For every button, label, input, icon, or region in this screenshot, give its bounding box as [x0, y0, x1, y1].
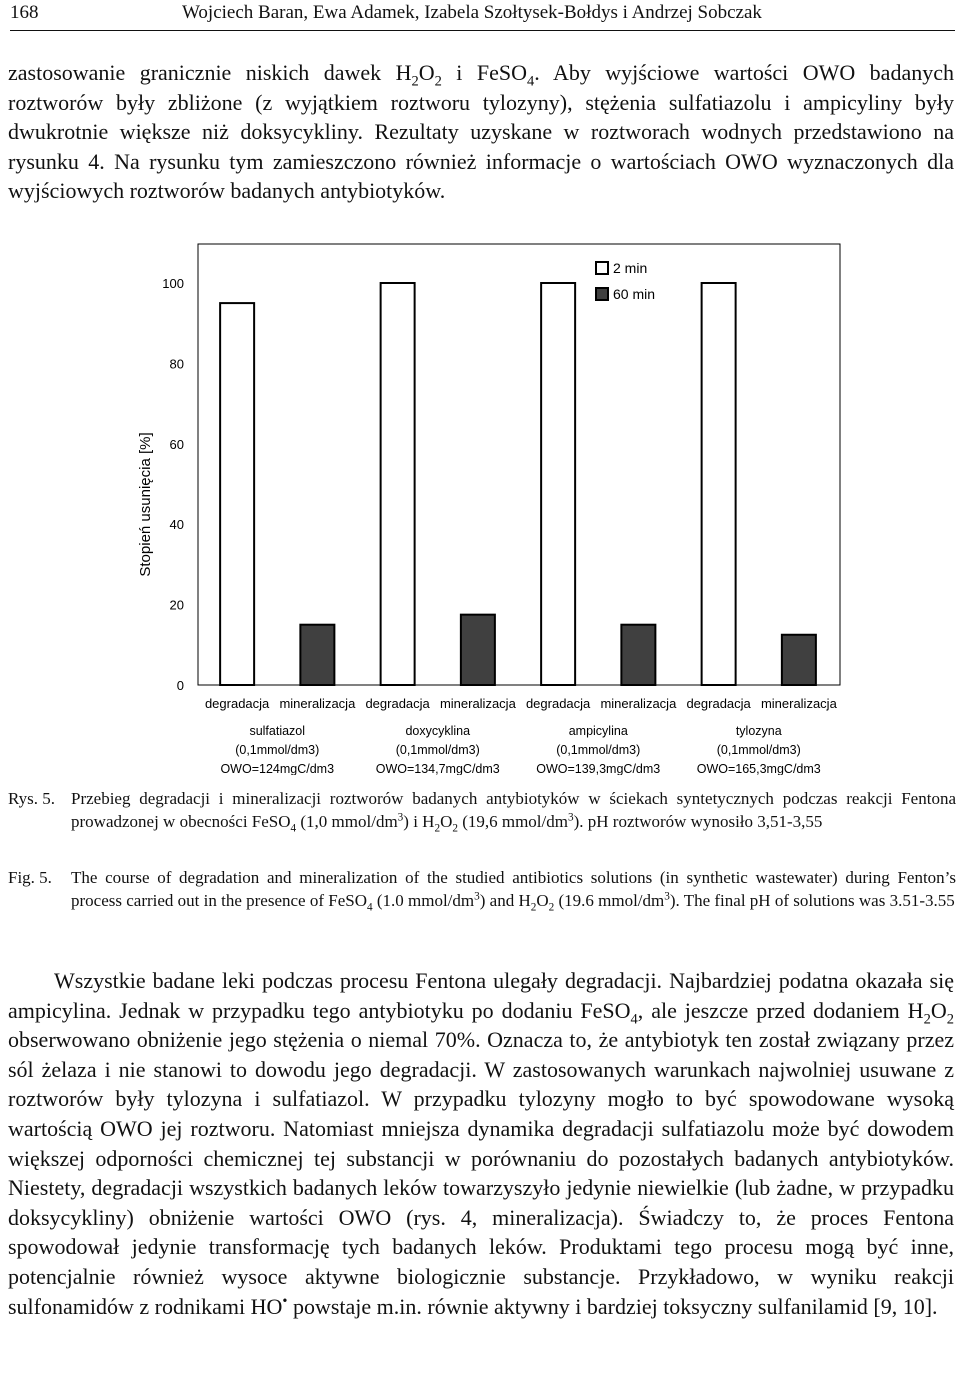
bar-degradacja-3 — [541, 283, 575, 685]
x-category-label: mineralizacja — [439, 696, 516, 711]
group-label-line: ampicylina — [568, 724, 628, 738]
x-category-label: mineralizacja — [279, 696, 356, 711]
x-category-label: mineralizacja — [600, 696, 677, 711]
bar-degradacja-1 — [220, 303, 254, 685]
figure-caption-pl — [8, 788, 956, 833]
bar-degradacja-2 — [381, 283, 415, 685]
legend-swatch — [596, 262, 608, 274]
group-label-line: (0,1mmol/dm3) — [716, 743, 801, 757]
y-tick-label: 20 — [169, 597, 184, 613]
figure-caption-en — [8, 867, 956, 912]
group-label-line: (0,1mmol/dm3) — [556, 743, 641, 757]
bar-mineralizacja-3 — [621, 625, 655, 685]
group-label-line: sulfatiazol — [249, 724, 306, 738]
group-label-line: OWO=165,3mgC/dm3 — [696, 762, 821, 775]
group-label-line: (0,1mmol/dm3) — [395, 743, 480, 757]
group-label-line: doxycyklina — [405, 724, 471, 738]
bar-degradacja-4 — [702, 283, 736, 685]
paragraph-intro: zastosowanie granicznie niskich dawek $H_2O_2$ i FeSO$_4$. Aby wyjściowe wartości OWO badanych roztworów były zbliżone (z wyjątkiem roztworu tylozyny), stężenia sulfatiazolu i ampicyliny były dwukrotnie większe niż doksycykliny. Rezultaty uzyskane w roztworach wodnych przedstawiono na rysunku 4. Na rysunku tym zamieszczono również informacje o wartościach OWO wyznaczonych dla wyjściowych roztworów badanych antybiotyków. — [8, 60, 954, 204]
group-label-line: OWO=134,7mgC/dm3 — [375, 762, 500, 775]
y-tick-label: 40 — [169, 517, 184, 533]
legend-label: 60 min — [613, 286, 656, 302]
caption-label-pl: Rys. 5. — [8, 789, 56, 808]
x-category-label: degradacja — [525, 696, 591, 711]
plot-area — [198, 244, 840, 685]
group-label-line: (0,1mmol/dm3) — [235, 743, 320, 757]
caption-label-en: Fig. 5. — [8, 868, 52, 887]
group-label-line: OWO=139,3mgC/dm3 — [536, 762, 661, 775]
group-label-line: tylozyna — [735, 724, 782, 738]
paragraph-discussion: Wszystkie badane leki podczas procesu Fentona ulegały degradacji. Najbardziej podatna okazała się ampicylina. Jednak w przypadku tego antybiotyku po dodaniu FeSO$_4$, ale jeszcze przed dodaniem $H_2O_2$ obserwowano obniżenie jego stężenia o niemal 70%. Oznacza to, że antybiotyk ten został związany przez sól żelaza i nie stanowi to dowodu jego degradacji. W zastosowanych warunkach najwolniej usuwane z roztworów były tylozyna i sulfatiazol. W przypadku tylozyny mogło to być spowodowane wysoką wartością OWO jej roztworu. Natomiast mniejsza dynamika degradacji sulfatiazolu może być dowodem większej odporności chemicznej tej substancji w porównaniu do pozostałych badanych antybiotyków. Niestety, degradacji wszystkich badanych leków towarzyszyło jedynie niewielkie (lub żadne, w przypadku doksycykliny) obniżenie wartości OWO (rys. 4, mineralizacja). Świadczy to, że proces Fentona spowodował jedynie transformację tych badanych leków. Produktami tego procesu mogą być inne, potencjalnie również wysoce aktywne biologicznie substancje. Przykładowo, w wyniku reakcji sulfonamidów z rodnikami HO• powstaje m.in. równie aktywny i bardziej toksyczny sulfanilamid [9, 10]. — [8, 968, 954, 1319]
y-axis-label: Stopień usunięcia [%] — [137, 432, 154, 577]
legend-label: 2 min — [613, 260, 648, 276]
y-tick-label: 100 — [162, 276, 184, 291]
page-header — [10, 0, 955, 31]
y-tick-label: 60 — [169, 436, 184, 452]
y-tick-label: 0 — [176, 678, 184, 693]
x-category-label: degradacja — [686, 696, 751, 711]
x-category-label: degradacja — [365, 696, 430, 711]
x-category-label: degradacja — [204, 696, 270, 711]
y-tick-label: 80 — [169, 356, 184, 372]
caption-text-pl: Przebieg degradacji i mineralizacji roztworów badanych antybiotyków w ściekach syntetycznych podczas reakcji Fentona prowadzonej w obecności FeSO$_4$ (1,0 mmol/$dm^3$) i $H_2O_2$ (19,6 mmol/$dm^3$). pH roztworów wynosiło 3,51-3,55 — [71, 789, 956, 834]
page-number: 168 — [10, 2, 39, 23]
x-category-label: mineralizacja — [760, 696, 837, 711]
bar-mineralizacja-1 — [300, 625, 334, 685]
bar-mineralizacja-4 — [782, 635, 816, 685]
bar-mineralizacja-2 — [461, 615, 495, 685]
bar-chart — [125, 240, 845, 775]
group-label-line: OWO=124mgC/dm3 — [220, 762, 335, 775]
caption-text-en: The course of degradation and mineralization of the studied antibiotics solutions (in synthetic wastewater) during Fenton’s process carried out in the presence of FeSO$_4$ (1.0 mmol/$dm^3$) and $H_2O_2$ (19.6 mmol/$dm^3$). The final pH of solutions was 3.51-3.55 — [71, 868, 956, 913]
legend-swatch — [596, 288, 608, 300]
running-head-authors: Wojciech Baran, Ewa Adamek, Izabela Szołtysek-Bołdys i Andrzej Sobczak — [182, 2, 762, 23]
